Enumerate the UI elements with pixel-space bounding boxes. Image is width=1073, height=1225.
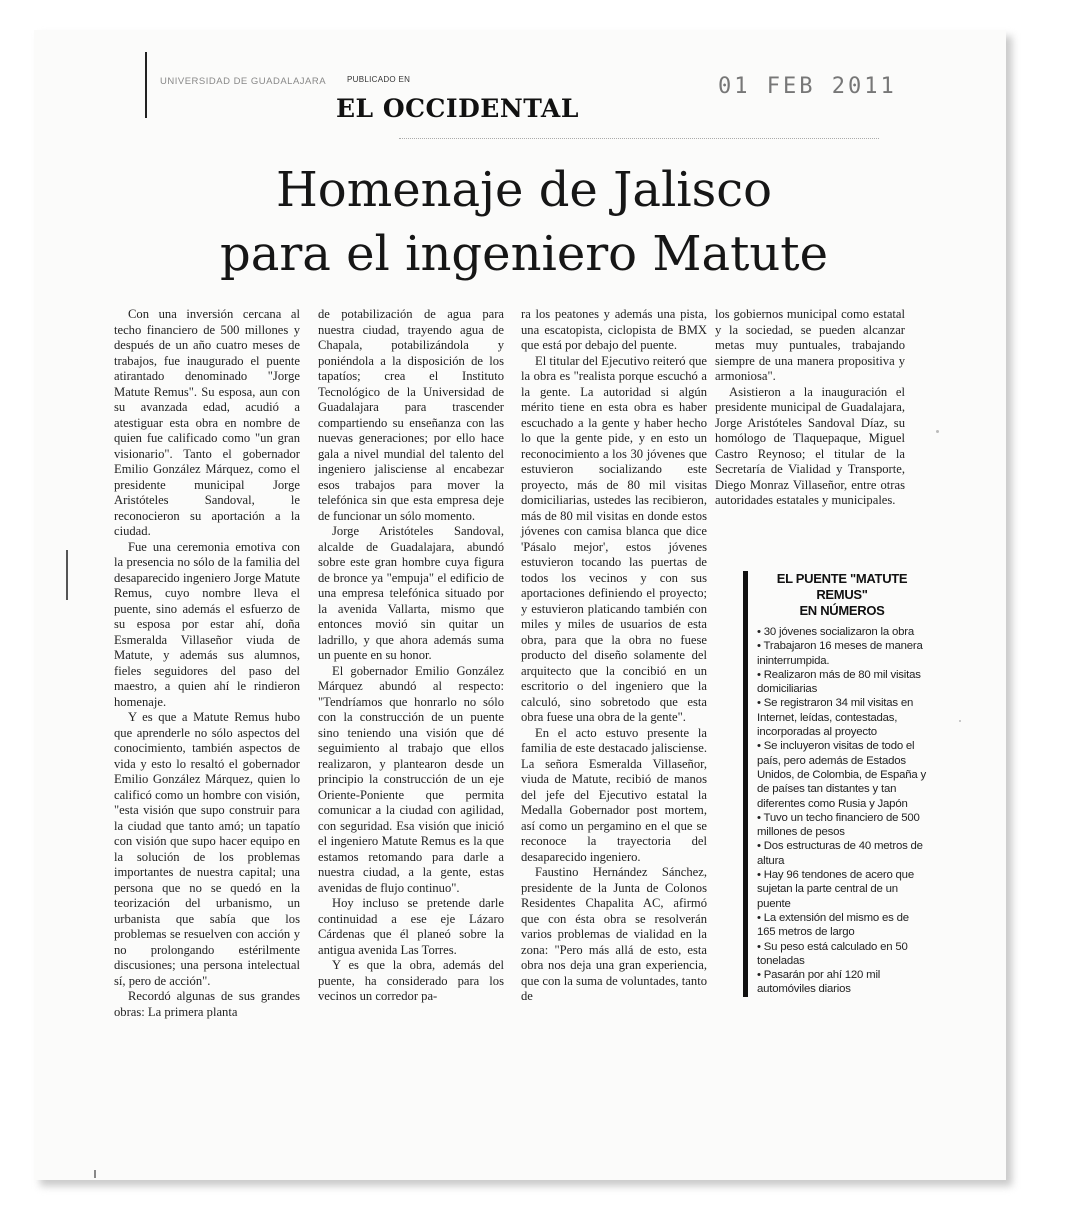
article-column-4	[715, 307, 905, 509]
list-item: • Su peso está calculado en 50 toneladas	[757, 940, 927, 969]
margin-rule	[145, 52, 147, 118]
article-column-3	[521, 307, 707, 1005]
newspaper-clipping	[34, 30, 1006, 1180]
paragraph: Faustino Hernández Sánchez, presidente de la Junta de Colonos Residentes Chapalita AC, afirmó que con ésta obra se resolverán varios problemas de vialidad en la zona: "Pero más allá de esto, esta obra nos deja una gran experiencia, que con la suma de voluntades, tanto de	[521, 865, 707, 1003]
scan-speck	[936, 430, 939, 433]
list-item: • Hay 96 tendones de acero que sujetan la parte central de un puente	[757, 868, 927, 911]
paragraph: El titular del Ejecutivo reiteró que la obra es "realista porque escuchó a la gente. La autoridad si algún mérito tiene en esta obra es haber escuchado a la gente y haber hecho lo que la gente pide, y en esto un reconocimiento a los 30 jóvenes que estuvieron socializando este proyecto, más de 80 mil visitas domiciliarias, ustedes las recibieron, más de 80 mil visitas en donde estos jóvenes con camisa blanca que dice 'Pásalo mejor', estos jóvenes estuvieron tocando las puertas de todos los vecinos y con sus aportaciones definiendo el proyecto; y estuvieron platicando también con miles y miles de usuarios de esta obra, para que la obra no fuese producto del diseño solamente del arquitecto que la concibió en un escritorio o del ingeniero que la calculó, sino sobretodo que esta obra fuese una obra de la gente".	[521, 353, 707, 724]
paragraph: En el acto estuvo presente la familia de este destacado jalisciense. La señora Esmeralda Villaseñor, viuda de Matute, recibió de manos del jefe del Ejecutivo estatal la Medalla Gobernador post mortem, así como un pergamino en el que se reconoce la trayectoria del desaparecido ingeniero.	[521, 725, 707, 864]
sidebar-title	[757, 571, 927, 619]
published-label: PUBLICADO EN	[347, 75, 411, 84]
newspaper-name: EL OCCIDENTAL	[336, 94, 579, 123]
paragraph: ra los peatones y además una pista, una escatopista, ciclopista de BMX que está por debajo del puente.	[521, 307, 707, 352]
paragraph: Fue una ceremonia emotiva con la presencia no sólo de la familia del desaparecido ingeniero Jorge Matute Remus, cuyo nombre lleva el puente, sino además el esfuerzo de su esposa por estar ahí, doña Esmeralda Villaseñor viuda de Matute, y además sus alumnos, fieles seguidores del paso del maestro, a quien ahí le rindieron homenaje.	[114, 539, 300, 709]
scan-speck	[66, 550, 68, 600]
sidebar-title-line-2: EN NÚMEROS	[799, 603, 885, 618]
list-item: • La extensión del mismo es de 165 metros de largo	[757, 911, 927, 940]
paragraph: Con una inversión cercana al techo financiero de 500 millones y después de un año cuatro meses de trabajos, fue inaugurado el puente atirantado denominado "Jorge Matute Remus". Su esposa, aun con su avanzada edad, acudió a atestiguar esta obra en nombre de quien fue calificado como "un gran visionario". Tanto el gobernador Emilio González Márquez, como el presidente municipal Jorge Aristóteles Sandoval, le reconocieron su aportación a la ciudad.	[114, 307, 300, 538]
university-stamp: UNIVERSIDAD DE GUADALAJARA	[160, 76, 327, 87]
list-item: • Realizaron más de 80 mil visitas domiciliarias	[757, 668, 927, 697]
paragraph: Y es que a Matute Remus hubo que aprenderle no sólo aspectos del conocimiento, también aspectos de vida y esto lo resaltó el gobernador Emilio González Márquez, quien lo calificó como un hombre con visión, "esta visión que supo construir para la ciudad que tanto amó; un tapatío con visión que supo hacer equipo en la solución de los problemas importantes de nuestra capital; una persona que no se quedó en la teorización del urbanismo, un urbanista que sabía que los problemas se resuelven con acción y no prolongando estérilmente discusiones; una persona intelectual sí, pero de acción".	[114, 710, 300, 988]
paragraph: Asistieron a la inauguración el presidente municipal de Guadalajara, Jorge Aristóteles Sandoval Díaz, su homólogo de Tlaquepaque, Miguel Castro Reynoso; el titular de la Secretaría de Vialidad y Transporte, Diego Monraz Villaseñor, entre otras autoridades estatales y municipales.	[715, 384, 905, 507]
list-item: • 30 jóvenes socializaron la obra	[757, 625, 927, 639]
article-column-1	[114, 307, 300, 1020]
header-divider	[399, 138, 879, 140]
article-column-2	[318, 307, 504, 1005]
paragraph: El gobernador Emilio González Márquez abundó al respecto: "Tendríamos que honrarlo no sólo con la construcción de un puente sino teniendo una visión que dé seguimiento al trabajo que ellos realizaron, y plantearon desde un principio la construcción de un eje Oriente-Poniente que permita comunicar a la ciudad con agilidad, con seguridad. Esa visión que inició el ingeniero Matute Remus es la que estamos retomando para darle a nuestra ciudad, a la gente, estas avenidas de flujo continuo".	[318, 663, 504, 895]
list-item: • Se incluyeron visitas de todo el país, pero además de Estados Unidos, de Colombia, de España y de países tan distantes y tan diferentes como Rusia y Japón	[757, 739, 927, 810]
list-item: • Dos estructuras de 40 metros de altura	[757, 839, 927, 868]
list-item: • Trabajaron 16 meses de manera ininterrumpida.	[757, 639, 927, 668]
list-item: • Tuvo un techo financiero de 500 millones de pesos	[757, 811, 927, 840]
headline-line-2: para el ingeniero Matute	[219, 226, 828, 282]
scan-speck	[959, 720, 961, 722]
paragraph: Jorge Aristóteles Sandoval, alcalde de Guadalajara, abundó sobre este gran hombre cuya figura de bronce ya "empuja" el edificio de una empresa telefónica situado por la avenida Vallarta, mismo que entonces movió sin quitar un ladrillo, y que ahora además suma un puente en su honor.	[318, 524, 504, 662]
list-item: • Pasarán por ahí 120 mil automóviles diarios	[757, 968, 927, 997]
article-headline	[164, 158, 884, 286]
headline-line-1: Homenaje de Jalisco	[275, 162, 773, 218]
facts-sidebar	[743, 571, 927, 997]
date-stamp: 01 FEB 2011	[718, 74, 897, 99]
paragraph: Hoy incluso se pretende darle continuidad a ese eje Lázaro Cárdenas que él planeó sobre la antigua avenida Las Torres.	[318, 896, 504, 957]
scan-speck	[94, 1170, 96, 1178]
facts-list	[757, 625, 927, 997]
paragraph: los gobiernos municipal como estatal y la sociedad, se pueden alcanzar metas muy puntuales, trabajando siempre de una manera propositiva y armoniosa".	[715, 307, 905, 383]
paragraph: de potabilización de agua para nuestra ciudad, trayendo agua de Chapala, potabilizándola y poniéndola a la disposición de los tapatíos; crea el Instituto Tecnológico de la Universidad de Guadalajara para trascender compartiendo su enseñanza con las nuevas generaciones; por ello hace gala a nivel mundial del talento del ingeniero jalisciense al encabezar esos trabajos para mover la telefónica sin que esta empresa deje de funcionar un sólo momento.	[318, 307, 504, 523]
paragraph: Y es que la obra, además del puente, ha considerado para los vecinos un corredor pa-	[318, 958, 504, 1003]
paragraph: Recordó algunas de sus grandes obras: La primera planta	[114, 989, 300, 1019]
sidebar-title-line-1: EL PUENTE "MATUTE REMUS"	[776, 571, 908, 602]
list-item: • Se registraron 34 mil visitas en Internet, leídas, contestadas, incorporadas al proyecto	[757, 696, 927, 739]
